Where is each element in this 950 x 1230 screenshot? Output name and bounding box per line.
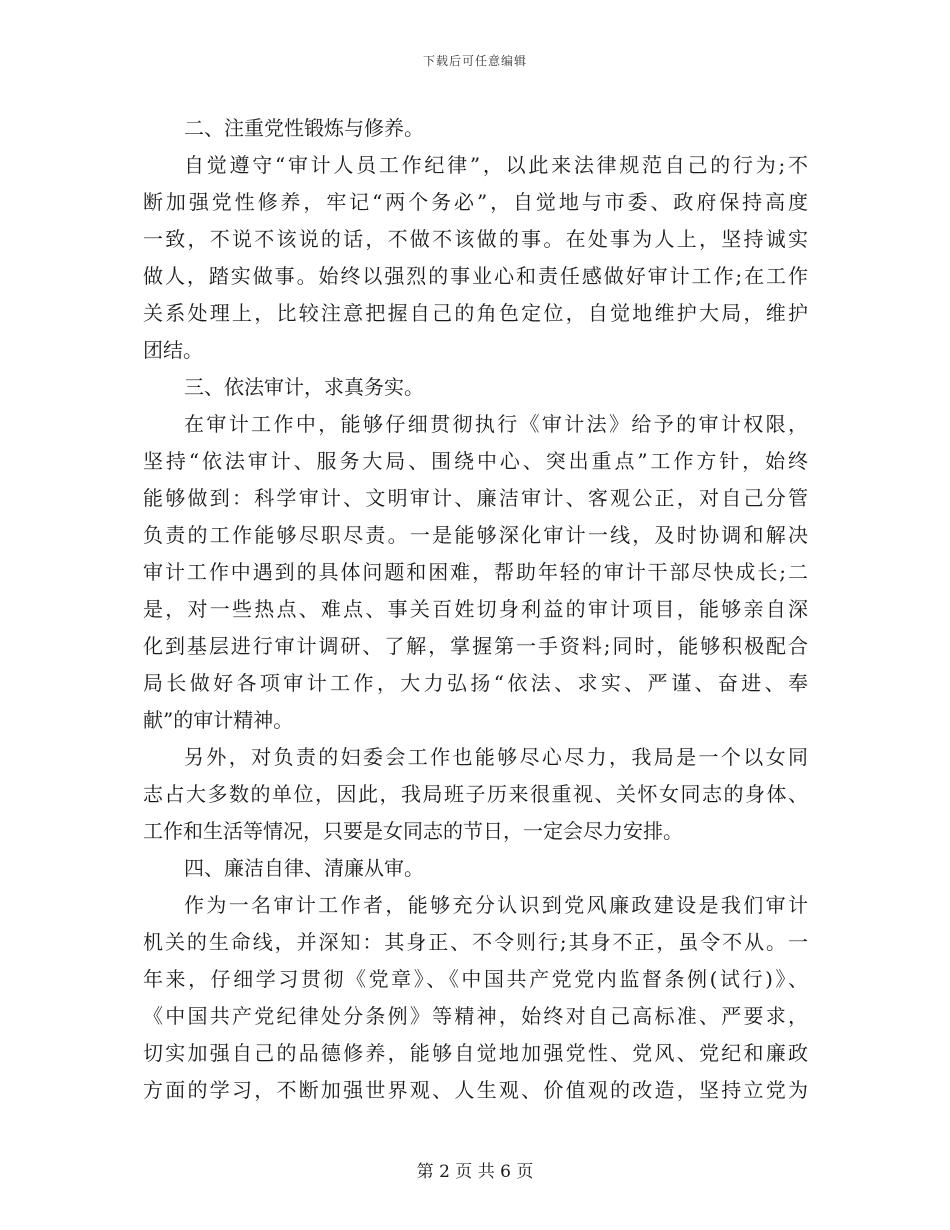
paragraph-line: 团结。 <box>143 338 203 362</box>
paragraph-line: 切实加强自己的品德修养，能够自觉地加强党性、党风、党纪和廉政 <box>143 1041 808 1065</box>
paragraph-line: 化到基层进行审计调研、了解，掌握第一手资料;同时，能够积极配合 <box>143 634 808 658</box>
paragraph-line: 审计工作中遇到的具体问题和困难，帮助年轻的审计干部尽快成长;二 <box>143 560 808 584</box>
paragraph-line: 是，对一些热点、难点、事关百姓切身利益的审计项目，能够亲自深 <box>143 597 808 621</box>
page-footer: 第 2 页 共 6 页 <box>416 1162 534 1182</box>
page-header: 下载后可任意编辑 <box>422 54 527 68</box>
paragraph-line: 在审计工作中，能够仔细贯彻执行《审计法》给予的审计权限， <box>184 412 808 436</box>
paragraph-line: 机关的生命线，并深知：其身正、不令则行;其身不正，虽令不从。一 <box>143 930 808 954</box>
paragraph-line: 年来，仔细学习贯彻《党章》、《中国共产党党内监督条例(试行)》、 <box>143 967 808 991</box>
paragraph-line: 负责的工作能够尽职尽责。一是能够深化审计一线，及时协调和解决 <box>143 523 808 547</box>
paragraph-line: 工作和生活等情况，只要是女同志的节日，一定会尽力安排。 <box>143 819 683 843</box>
section-heading: 四、廉洁自律、清廉从审。 <box>184 856 424 880</box>
paragraph-line: 一致，不说不该说的话，不做不该做的事。在处事为人上，坚持诚实 <box>143 227 808 251</box>
paragraph-line: 方面的学习，不断加强世界观、人生观、价值观的改造，坚持立党为 <box>143 1078 808 1102</box>
paragraph-line: 坚持“依法审计、服务大局、围绕中心、突出重点”工作方针，始终 <box>143 449 808 473</box>
section-heading: 三、依法审计，求真务实。 <box>184 375 424 399</box>
paragraph-line: 能够做到：科学审计、文明审计、廉洁审计、客观公正，对自己分管 <box>143 486 808 510</box>
paragraph-line: 作为一名审计工作者，能够充分认识到党风廉政建设是我们审计 <box>184 893 808 917</box>
section-heading: 二、注重党性锻炼与修养。 <box>184 116 424 140</box>
paragraph-line: 另外，对负责的妇委会工作也能够尽心尽力，我局是一个以女同 <box>184 745 808 769</box>
paragraph-line: 自觉遵守“审计人员工作纪律”，以此来法律规范自己的行为;不 <box>184 153 808 177</box>
paragraph-line: 做人，踏实做事。始终以强烈的事业心和责任感做好审计工作;在工作 <box>143 264 808 288</box>
paragraph-line: 局长做好各项审计工作，大力弘扬“依法、求实、严谨、奋进、奉 <box>143 671 808 695</box>
paragraph-line: 关系处理上，比较注意把握自己的角色定位，自觉地维护大局，维护 <box>143 301 808 325</box>
paragraph-line: 断加强党性修养，牢记“两个务必”，自觉地与市委、政府保持高度 <box>143 190 808 214</box>
paragraph-line: 志占大多数的单位，因此，我局班子历来很重视、关怀女同志的身体、 <box>143 782 808 806</box>
document-body <box>143 110 808 1109</box>
paragraph-line: 《中国共产党纪律处分条例》等精神，始终对自己高标准、严要求， <box>143 1004 808 1028</box>
paragraph-line: 献”的审计精神。 <box>143 708 294 732</box>
